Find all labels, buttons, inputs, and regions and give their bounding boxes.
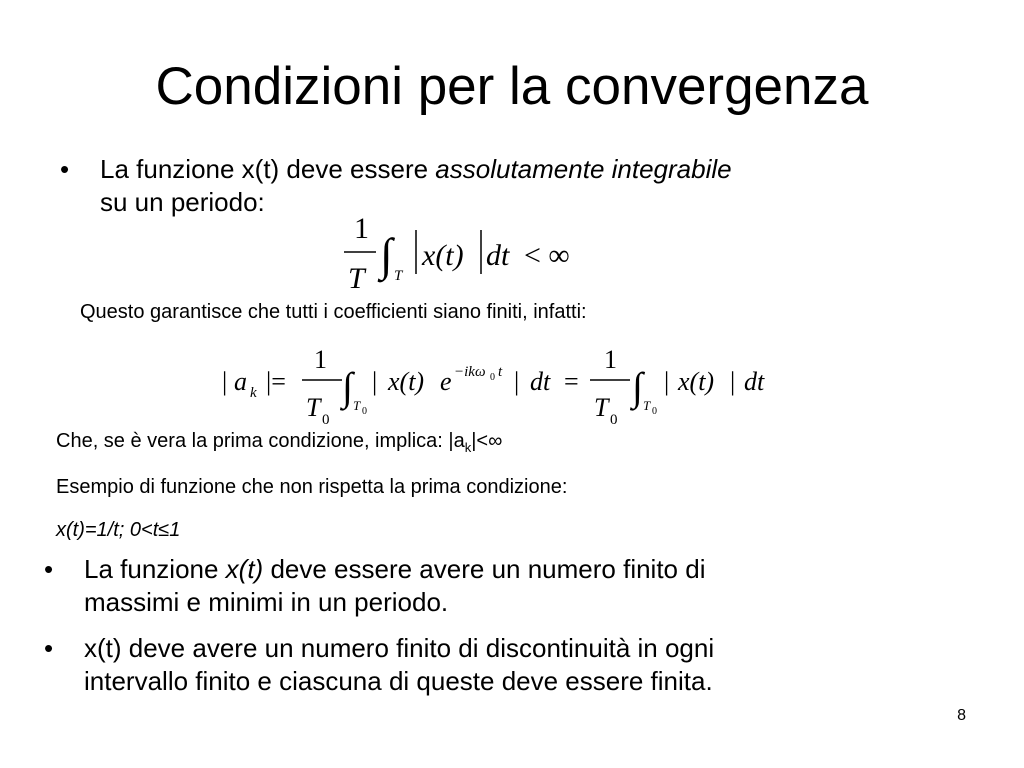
integral-sign: ∫ [380, 229, 393, 280]
frac2-den: T [594, 393, 609, 422]
exp-base: e [440, 367, 452, 396]
dt-2: dt [744, 367, 765, 396]
lhs-bar: | [222, 367, 228, 396]
frac1-den-sub: 0 [322, 412, 330, 428]
bullet-emphasis: x(t) [225, 554, 264, 584]
int1-sub0: 0 [362, 406, 367, 417]
exp-t: t [498, 364, 503, 380]
bullet-marker: • [44, 554, 54, 584]
note-implication-text: Che, se è vera la prima condizione, implica: |a [56, 430, 465, 452]
bullet-marker: • [60, 154, 70, 184]
bar-1: | [372, 367, 378, 396]
bullet-text-line2: massimi e minimi in un periodo. [84, 587, 449, 617]
note-coefficients-finite: Questo garantisce che tutti i coefficienti siano finiti, infatti: [80, 301, 587, 323]
formula-dt: dt [486, 239, 510, 272]
integral-sign-1: ∫ [342, 364, 353, 409]
bullet-text-line2: intervallo finito e ciascuna di queste deve essere finita. [84, 666, 713, 696]
bullet-text: x(t) deve avere un numero finito di discontinuità in ogni [84, 633, 715, 663]
bar-4: | [730, 367, 736, 396]
int1-sub: T [353, 398, 361, 413]
dt-1: dt [530, 367, 551, 396]
bullet-emphasis: assolutamente integrabile [435, 154, 732, 184]
x-of-t-2: x(t) [678, 367, 715, 396]
frac2-num: 1 [604, 345, 617, 374]
lhs-k: k [250, 385, 257, 401]
integral-sign-2: ∫ [632, 364, 643, 409]
note-implication-end: |<∞ [471, 430, 503, 452]
formula-relation: < ∞ [524, 239, 570, 272]
frac1-num: 1 [314, 345, 327, 374]
int2-sub: T [643, 398, 651, 413]
note-counterexample: Esempio di funzione che non rispetta la prima condizione: [56, 476, 568, 498]
formula-coefficients [218, 340, 798, 437]
integral-subscript: T [394, 268, 403, 284]
x-of-t-1: x(t) [388, 367, 425, 396]
exp-omega-sub: 0 [490, 372, 495, 383]
formula-integrability [338, 208, 598, 303]
int2-sub0: 0 [652, 406, 657, 417]
frac1-den: T [306, 393, 321, 422]
bullet-discontinuities [44, 632, 964, 698]
exp-power: −ikω [454, 364, 486, 380]
formula-numerator: 1 [354, 212, 369, 245]
bullet-text: La funzione x(t) deve essere [100, 154, 436, 184]
lhs-end: |= [266, 367, 286, 396]
formula-denominator: T [348, 262, 365, 295]
page-number: 8 [957, 707, 966, 724]
formula-body: x(t) [422, 239, 464, 272]
bullet-marker: • [44, 633, 54, 663]
equals: = [564, 367, 579, 396]
bar-3: | [664, 367, 670, 396]
frac2-den-sub: 0 [610, 412, 618, 428]
bullet-text-cont: deve essere avere un numero finito di [263, 554, 706, 584]
lhs-a: a [234, 367, 247, 396]
note-implication-sub: k [464, 440, 472, 455]
slide-title: Condizioni per la convergenza [155, 57, 869, 116]
bar-2: | [514, 367, 520, 396]
note-implication [56, 429, 502, 460]
bullet-text: La funzione [84, 554, 226, 584]
note-example-function: x(t)=1/t; 0<t≤1 [56, 519, 181, 541]
bullet-text-line2: su un periodo: [100, 187, 265, 217]
bullet-extrema [44, 553, 944, 619]
